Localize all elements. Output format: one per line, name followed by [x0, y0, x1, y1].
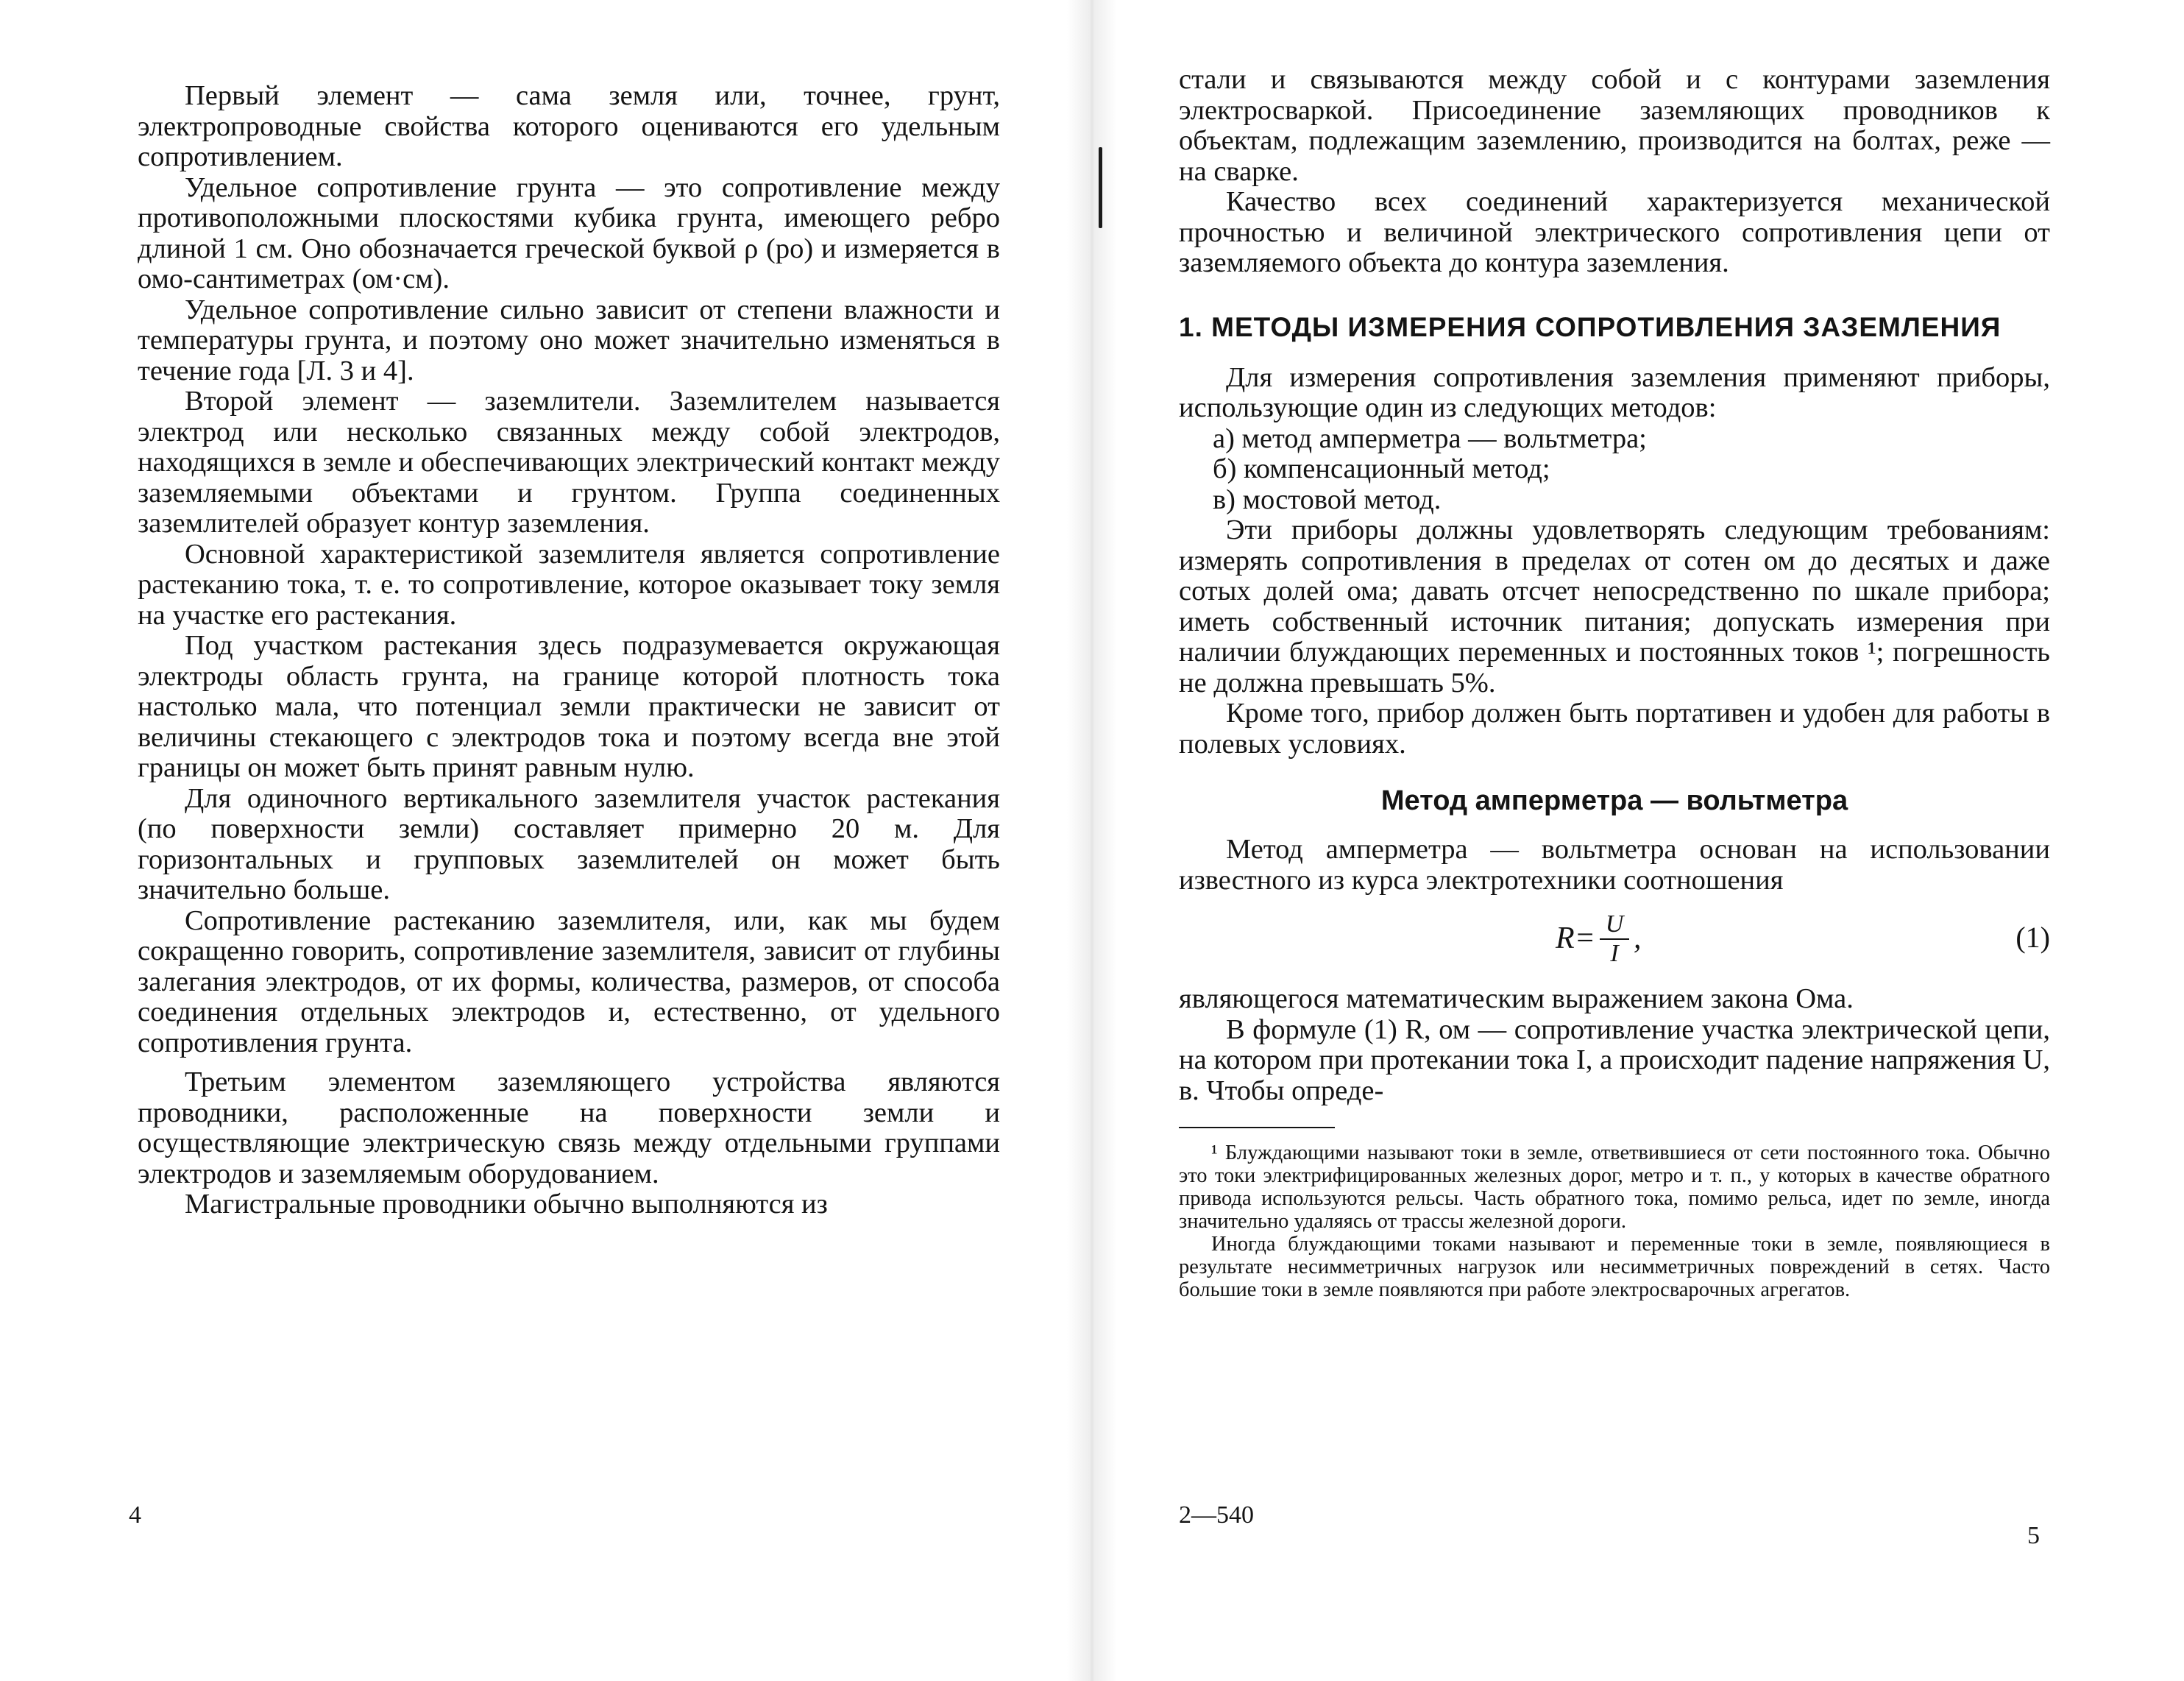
paragraph: Метод амперметра — вольтметра основан на использовании известного из курса электротехники соотношения	[1179, 834, 2050, 896]
printer-signature: 2—540	[1179, 1501, 1254, 1529]
section-heading: 1. МЕТОДЫ ИЗМЕРЕНИЯ СОПРОТИВЛЕНИЯ ЗАЗЕМЛЕНИЯ	[1179, 311, 2002, 342]
list-item: б) компенсационный метод;	[1213, 453, 1550, 484]
right-page	[1092, 0, 2184, 1681]
paragraph: Для одиночного вертикального заземлителя участок растекания (по поверхности земли) составляет примерно 20 м. Для горизонтальных и групповых заземлителей он может быть значительно больше.	[138, 782, 1000, 905]
formula-fraction	[1600, 910, 1629, 968]
formula	[1556, 903, 1642, 975]
footnote-divider	[1179, 1127, 1335, 1128]
paragraph: В формуле (1) R, ом — сопротивление участка электрической цепи, на котором при протекании тока I, а происходит падение напряжения U, в. Чтобы опреде-	[1179, 1013, 2050, 1106]
paragraph: Третьим элементом заземляющего устройства являются проводники, расположенные на поверхности земли и осуществляющие электрическую связь между отдельными группами электродов и заземляемым оборудованием.	[138, 1066, 1000, 1189]
footnote: Иногда блуждающими токами называют и переменные токи в земле, появляющиеся в результате несимметричных нагрузок или несимметричных повреждений в сетях. Часто большие токи в земле появляются при работе электросварочных агрегатов.	[1179, 1233, 2050, 1301]
subsection-heading: Метод амперметра — вольтметра	[1380, 785, 1848, 816]
footnotes	[1179, 1142, 2050, 1301]
page-number: 4	[129, 1501, 141, 1529]
paragraph: Магистральные проводники обычно выполняются из	[185, 1189, 828, 1220]
paragraph: Основной характеристикой заземлителя является сопротивление растеканию тока, т. е. то сопротивление, которое оказывает току земля на участке его растекания.	[138, 538, 1000, 631]
paragraph: Второй элемент — заземлители. Заземлителем называется электрод или несколько связанных между собой электродов, находящихся в земле и обеспечивающих электрический контакт между заземляемыми объектами и грунтом. Группа соединенных заземлителей образует контур заземления.	[138, 386, 1000, 539]
formula-lhs: R	[1556, 921, 1575, 956]
paragraph: Удельное сопротивление грунта — это сопротивление между противоположными плоскостями кубика грунта, имеющего ребро длиной 1 см. Оно обозначается греческой буквой ρ (ро) и измеряется в омо-сантиметрах (ом·см).	[138, 171, 1000, 294]
formula-denominator: I	[1610, 940, 1619, 967]
paragraph: Удельное сопротивление сильно зависит от степени влажности и температуры грунта, и поэтому оно может значительно изменяться в течение года [Л. 3 и 4].	[138, 294, 1000, 386]
paragraph: Качество всех соединений характеризуется механической прочностью и величиной электрического сопротивления цепи от заземляемого объекта до контура заземления.	[1179, 186, 2050, 278]
formula-eq: =	[1574, 921, 1595, 956]
paragraph: Кроме того, прибор должен быть портативен и удобен для работы в полевых условиях.	[1179, 698, 2050, 760]
formula-numerator: U	[1605, 910, 1624, 938]
list-item: в) мостовой метод.	[1213, 484, 1442, 515]
formula-row	[1179, 903, 2050, 975]
paragraph: стали и связываются между собой и с контурами заземления электросваркой. Присоединение заземляющих проводников к объектам, подлежащим заземлению, производится на болтах, реже — на сварке.	[1179, 64, 2050, 187]
paragraph: Первый элемент — сама земля или, точнее, грунт, электропроводные свойства которого оцениваются его удельным сопротивлением.	[138, 80, 1000, 172]
paragraph: Для измерения сопротивления заземления применяют приборы, использующие один из следующих методов:	[1179, 361, 2050, 423]
formula-tail: ,	[1634, 921, 1642, 956]
footnote: ¹ Блуждающими называют токи в земле, ответвившиеся от сети постоянного тока. Обычно это токи электрифицированных железных дорог, метро и т. п., у которых в качестве обратного привода используются рельсы. Часть обратного тока, помимо рельса, идет по земле, иногда значительно удаляясь от трассы железной дороги.	[1179, 1142, 2050, 1233]
list-item: а) метод амперметра — вольтметра;	[1213, 422, 1647, 454]
paragraph: Под участком растекания здесь подразумевается окружающая электроды область грунта, на границе которой плотность тока настолько мала, что потенциал земли практически не зависит от величины стекающего с электродов тока и поэтому всегда вне этой границы он может быть принят равным нулю.	[138, 630, 1000, 783]
formula-number: (1)	[2015, 921, 2050, 954]
paragraph: являющегося математическим выражением закона Ома.	[1179, 983, 1854, 1014]
paragraph: Эти приборы должны удовлетворять следующим требованиям: измерять сопротивления в пределах от сотен ом до десятых и даже сотых долей ома; давать отсчет непосредственно по шкале прибора; иметь собственный источник питания; допускать измерения при наличии блуждающих переменных и постоянных токов ¹; погрешность не должна превышать 5%.	[1179, 514, 2050, 698]
left-page-text	[138, 81, 1000, 1220]
page-number: 5	[2027, 1522, 2040, 1549]
paragraph: Сопротивление растеканию заземлителя, или, как мы будем сокращенно говорить, сопротивление заземлителя, зависит от глубины залегания электродов, от их формы, количества, размеров, от способа соединения отдельных электродов и, естественно, от удельного сопротивления грунта.	[138, 905, 1000, 1058]
right-page-text	[1179, 65, 2050, 1301]
